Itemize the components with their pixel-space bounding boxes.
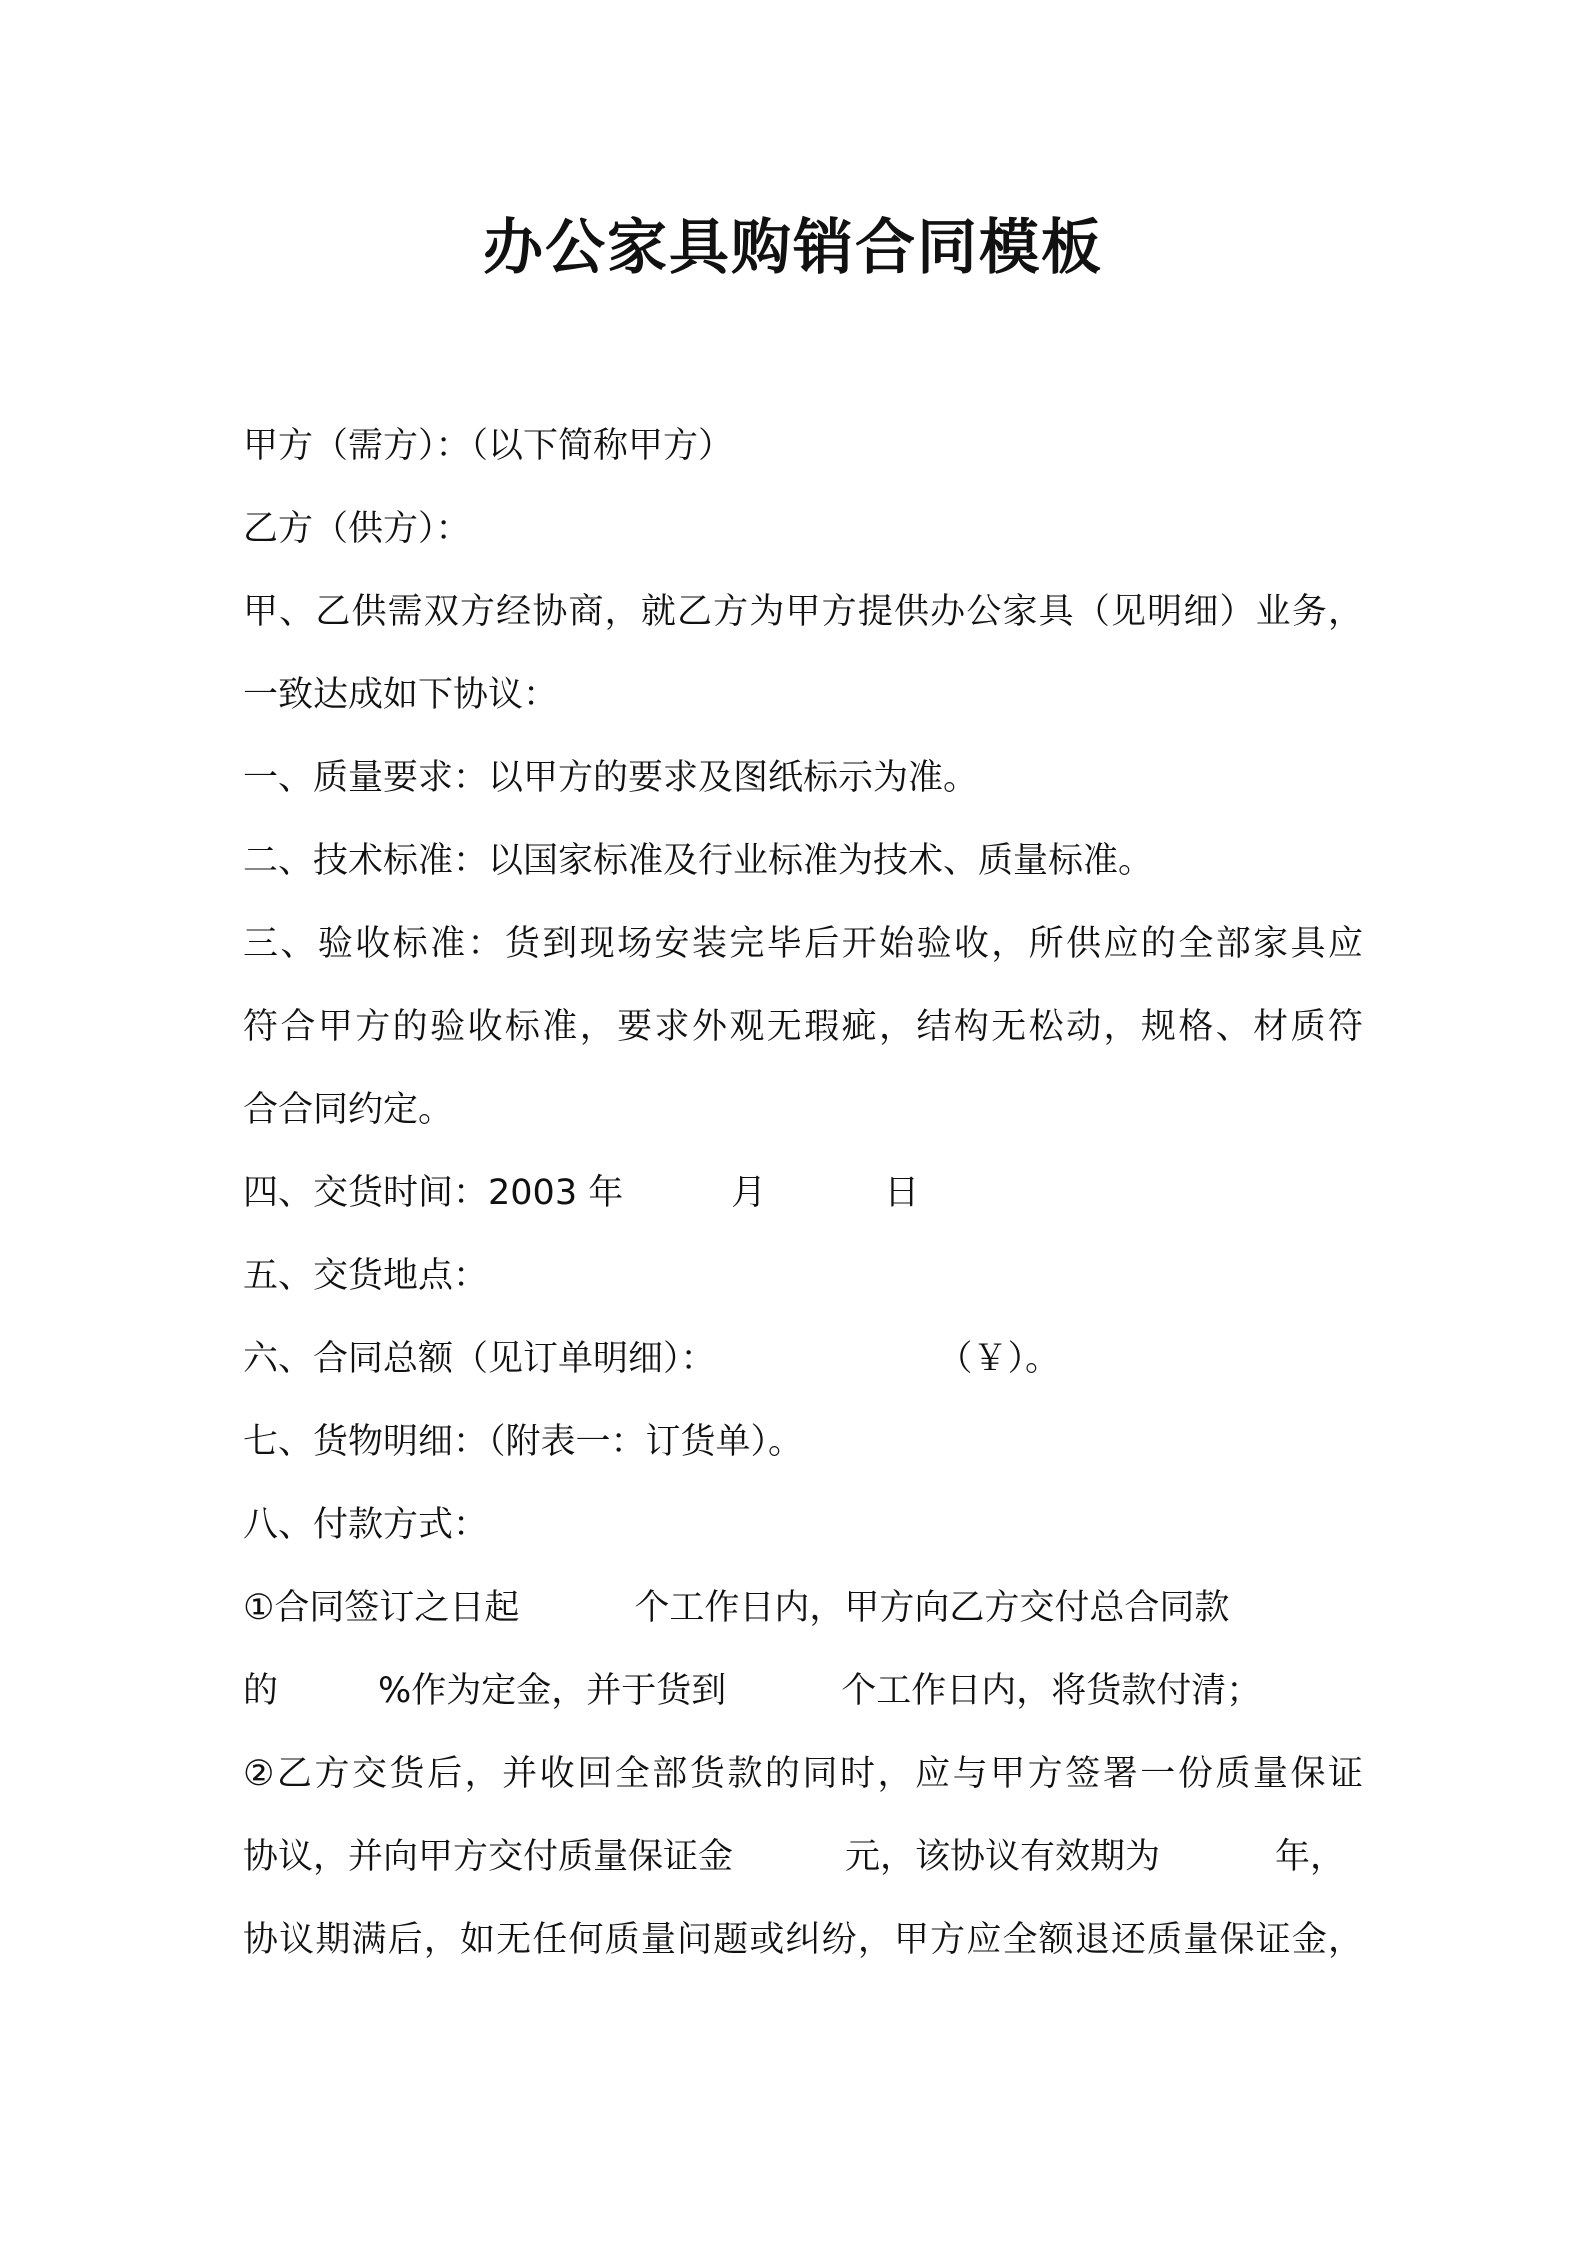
payment-item-2-line-2 [243,1816,1363,1899]
document-body [243,405,1363,1982]
payment-item-1-part-d: %作为定金，并于货到 [378,1671,727,1711]
payment-item-2-line-1: ②乙方交货后，并收回全部货款的同时，应与甲方签署一份质量保证 [243,1754,1363,1794]
clause-standard: 二、技术标准：以国家标准及行业标准为技术、质量标准。 [243,841,1154,881]
clause-total-amount [243,1318,1363,1401]
intro-line-2: 一致达成如下协议： [243,675,559,715]
document-title: 办公家具购销合同模板 [483,213,1103,283]
currency-symbol: （￥）。 [937,1339,1061,1379]
party-a-line: 甲方（需方）：（以下简称甲方） [243,426,734,466]
payment-item-2-part-c: 年， [1275,1837,1346,1877]
payment-item-1-part-c: 的 [243,1671,279,1711]
payment-item-1-part-b: 个工作日内，甲方向乙方交付总合同款 [634,1588,1230,1628]
delivery-time-label: 四、交货时间： [243,1173,489,1213]
clause-acceptance-line-1: 三、验收标准：货到现场安装完毕后开始验收，所供应的全部家具应 [243,924,1363,964]
payment-item-1-part-e: 个工作日内，将货款付清； [841,1671,1262,1711]
delivery-year: 2003 [488,1173,578,1213]
clause-payment-heading: 八、付款方式： [243,1505,489,1545]
payment-item-2-part-b: 元，该协议有效期为 [845,1837,1161,1877]
payment-item-1-part-a: ①合同签订之日起 [243,1588,520,1628]
delivery-day-unit: 日 [884,1173,920,1213]
payment-item-1-line-2 [243,1650,1363,1733]
party-b-line: 乙方（供方）： [243,509,471,549]
payment-item-2-part-a: 协议，并向甲方交付质量保证金 [243,1837,734,1877]
delivery-month-unit: 月 [731,1173,767,1213]
clause-goods-detail: 七、货物明细：（附表一：订货单）。 [243,1422,804,1462]
total-amount-label: 六、合同总额（见订单明细）： [243,1339,716,1379]
clause-delivery-time [243,1152,1363,1235]
delivery-year-unit: 年 [588,1173,624,1213]
clause-acceptance-line-2: 符合甲方的验收标准，要求外观无瑕疵，结构无松动，规格、材质符 [243,1007,1363,1047]
clause-acceptance-line-3: 合合同约定。 [243,1090,454,1130]
payment-item-1-line-1 [243,1567,1363,1650]
intro-line-1: 甲、乙供需双方经协商，就乙方为甲方提供办公家具（见明细）业务， [243,592,1363,632]
clause-quality: 一、质量要求：以甲方的要求及图纸标示为准。 [243,758,979,798]
clause-delivery-place: 五、交货地点： [243,1256,489,1296]
payment-item-2-line-3: 协议期满后，如无任何质量问题或纠纷，甲方应全额退还质量保证金， [243,1920,1363,1960]
